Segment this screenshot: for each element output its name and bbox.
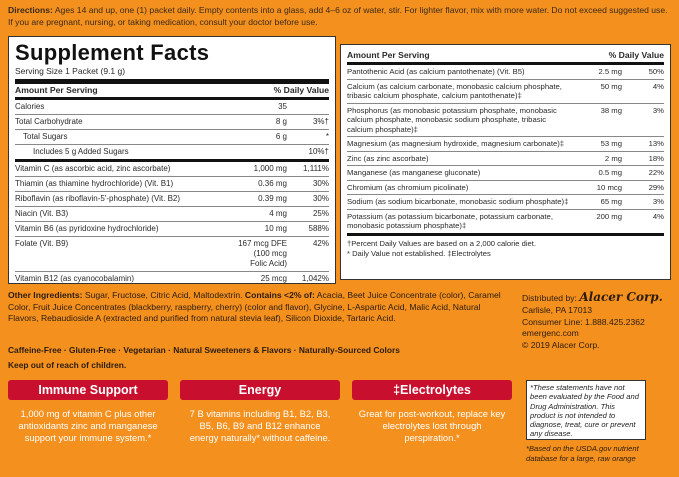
nutrient-dv: 3%† (312, 117, 329, 126)
right-nutrient-list (347, 65, 664, 236)
nutrient-row (15, 162, 329, 177)
distributor-city: Carlisle, PA 17013 (522, 304, 593, 315)
nutrient-name: Niacin (Vit. B3) (15, 209, 69, 218)
nutrient-dv: 50% (648, 67, 664, 76)
nutrient-amount: 1,000 mg (253, 164, 287, 173)
nutrient-name: Vitamin C (as ascorbic acid, zinc ascorbate) (15, 164, 171, 173)
amount-header-right: Amount Per Serving (347, 50, 430, 60)
ingredients-text1: Sugar, Fructose, Citric Acid, Maltodextrin. (84, 290, 243, 300)
nutrient-dv: 29% (648, 182, 664, 192)
nutrient-name: Riboflavin (as riboflavin-5'-phosphate) (Vit. B2) (15, 194, 181, 203)
nutrient-name: Vitamin B12 (as cyanocobalamin) (15, 274, 135, 283)
benefit-title: ‡Electrolytes (352, 380, 512, 400)
nutrient-row (15, 272, 329, 286)
nutrient-row (347, 166, 664, 181)
directions-text (8, 4, 672, 28)
nutrient-dv (293, 102, 329, 112)
ingredients-label: Other Ingredients: (8, 290, 83, 300)
nutrient-dv: 18% (648, 153, 664, 163)
nutrient-dv: 3% (652, 197, 664, 206)
nutrient-name: Sodium (as sodium bicarbonate, monobasic sodium phosphate)‡ (347, 197, 569, 206)
nutrient-amount: 35 (278, 102, 287, 111)
nutrient-name: Vitamin B6 (as pyridoxine hydrochloride) (15, 224, 159, 233)
benefit-text: 7 B vitamins including B1, B2, B3, B5, B6, B9 and B12 enhance energy naturally* without caffeine. (189, 408, 331, 443)
other-ingredients (8, 290, 508, 325)
nutrient-row (15, 100, 329, 115)
contains-label: Contains <2% of: (244, 290, 315, 300)
directions-body: Ages 14 and up, one (1) packet daily. Empty contents into a glass, add 4–6 oz of water, stir. For lighter flavor, mix with more water. Do not exceed suggested use. If you are pregnant, nursing, or taking medication, consult your doctor before use. (8, 5, 668, 27)
nutrient-row (347, 152, 664, 167)
footnote-dv: †Percent Daily Values are based on a 2,000 calorie diet. (347, 238, 536, 248)
facts-header (15, 84, 329, 100)
nutrient-row (15, 177, 329, 192)
serving-size: Serving Size 1 Packet (9.1 g) (15, 65, 329, 84)
left-nutrient-list (15, 100, 329, 286)
nutrient-dv: 4% (652, 81, 664, 91)
dv-header-right: % Daily Value (608, 50, 664, 60)
nutrient-dv: 30% (312, 194, 329, 203)
nutrient-dv: 3% (652, 105, 664, 115)
nutrient-name: Phosphorus (as monobasic potassium phosphate, monobasic calcium phosphate, monobasic sodium phosphate, tribasic calcium phosphate)‡ (347, 105, 557, 134)
website: emergenc.com (522, 328, 579, 339)
nutrient-name: Magnesium (as magnesium hydroxide, magnesium carbonate)‡ (347, 139, 565, 148)
nutrient-name: Total Carbohydrate (15, 117, 83, 126)
nutrient-row (347, 181, 664, 196)
benefit-text: 1,000 mg of vitamin C plus other antioxidants zinc and manganese support your immune system.* (18, 408, 158, 443)
amount-header: Amount Per Serving (15, 85, 98, 95)
nutrient-amount: 6 g (275, 132, 287, 141)
facts-header-right (347, 49, 664, 65)
nutrient-row (15, 222, 329, 237)
distributor-info (522, 292, 672, 352)
nutrient-row (15, 207, 329, 222)
nutrient-amount: 0.39 mg (258, 194, 287, 203)
benefit-text: Great for post-workout, replace key electrolytes lost through perspiration.* (358, 408, 506, 443)
company-logo: Alacer Corp. (579, 290, 663, 304)
distributed-by: Distributed by: (522, 293, 577, 303)
nutrient-dv: 1,042% (301, 274, 329, 283)
nutrient-row (347, 104, 664, 138)
nutrient-amount: 10 mg (264, 224, 287, 233)
directions-label: Directions: (8, 5, 53, 15)
nutrient-name: Manganese (as manganese gluconate) (347, 168, 481, 177)
nutrient-amount: 2 mg (604, 153, 622, 163)
nutrient-amount: 8 g (275, 117, 287, 126)
nutrient-dv: 4% (652, 211, 664, 221)
copyright: © 2019 Alacer Corp. (522, 340, 600, 351)
keep-out-warning: Keep out of reach of children. (8, 360, 127, 370)
nutrient-amount: 2.5 mg (598, 67, 622, 76)
nutrient-amount: 38 mg (600, 105, 622, 115)
nutrient-amount: 0.5 mg (598, 168, 622, 177)
nutrient-name: Chromium (as chromium picolinate) (347, 182, 469, 192)
nutrient-amount: 4 mg (269, 209, 287, 218)
nutrient-row (347, 65, 664, 80)
ingredients-text2: Acacia, Beet Juice Concentrate (color), Caramel Color, Fruit Juice Concentrates (blackberry, raspberry, cherry) (color and flavor), Glycine, L-Aspartic Acid, Malic Acid, Natural Flavors, Rebaudioside A (extracted and purified from natural stevia leaf), Silicon Dioxide, Tartaric Acid. (8, 290, 501, 324)
nutrient-amount: 50 mg (600, 81, 622, 91)
benefit-title: Immune Support (8, 380, 168, 400)
benefit-electrolytes (352, 380, 512, 474)
nutrient-row (15, 145, 329, 162)
nutrient-name: Total Sugars (23, 132, 68, 141)
nutrient-name: Thiamin (as thiamine hydrochloride) (Vit. B1) (15, 179, 174, 188)
nutrient-amount: 65 mg (600, 197, 622, 206)
fda-disclaimer: *These statements have not been evaluated by the Food and Drug Administration. This product is not intended to diagnose, treat, cure or prevent any disease. (526, 380, 646, 440)
nutrient-dv: * (325, 132, 329, 141)
nutrient-dv: 22% (648, 168, 664, 177)
nutrient-row (347, 80, 664, 104)
nutrient-dv: 588% (308, 224, 329, 233)
nutrient-dv: 30% (312, 179, 329, 188)
nutrient-row (15, 130, 329, 145)
benefit-energy (180, 380, 340, 474)
benefit-immune (8, 380, 168, 474)
nutrient-name: Potassium (as potassium bicarbonate, potassium carbonate, monobasic potassium phosphate)‡ (347, 211, 553, 230)
nutrient-amount (235, 147, 293, 157)
footnote-electrolytes: * Daily Value not established. ‡Electrolytes (347, 248, 491, 258)
nutrient-row (15, 115, 329, 130)
nutrient-name: Pantothenic Acid (as calcium pantothenate) (Vit. B5) (347, 67, 525, 76)
nutrient-name: Includes 5 g Added Sugars (33, 147, 129, 156)
consumer-line: Consumer Line: 1.888.425.2362 (522, 316, 645, 327)
supplement-facts-panel (8, 36, 336, 284)
nutrient-row (15, 237, 329, 272)
nutrient-name: Calories (15, 102, 45, 111)
nutrient-row (347, 137, 664, 152)
dv-header: % Daily Value (273, 85, 329, 95)
nutrient-amount: 167 mcg DFE (100 mcg Folic Acid) (238, 239, 287, 268)
nutrient-dv: 10%† (308, 147, 329, 156)
benefit-title: Energy (180, 380, 340, 400)
nutrient-amount: 25 mcg (260, 274, 287, 283)
product-claims: Caffeine-Free · Gluten-Free · Vegetarian · Natural Sweeteners & Flavors · Naturally-Sourced Colors (8, 345, 400, 355)
nutrient-dv: 42% (312, 239, 329, 248)
usda-note: *Based on the USDA.gov nutrient database for a large, raw orange (526, 444, 639, 463)
nutrient-name: Folate (Vit. B9) (15, 239, 69, 248)
facts-title: Supplement Facts (15, 40, 210, 65)
nutrient-row (347, 210, 664, 236)
nutrient-row (15, 192, 329, 207)
nutrient-dv: 25% (312, 209, 329, 218)
nutrient-amount: 0.36 mg (258, 179, 287, 188)
nutrient-amount: 200 mg (596, 211, 622, 221)
nutrient-row (347, 195, 664, 210)
nutrient-amount: 53 mg (600, 139, 622, 148)
supplement-facts-continued (340, 44, 671, 280)
nutrient-dv: 1,111% (303, 164, 329, 173)
nutrient-name: Zinc (as zinc ascorbate) (347, 153, 429, 163)
nutrient-dv: 13% (648, 139, 664, 148)
nutrient-amount: 10 mcg (596, 182, 622, 192)
nutrient-name: Calcium (as calcium carbonate, monobasic calcium phosphate, tribasic calcium phosphate, calcium pantothenate)‡ (347, 81, 562, 100)
